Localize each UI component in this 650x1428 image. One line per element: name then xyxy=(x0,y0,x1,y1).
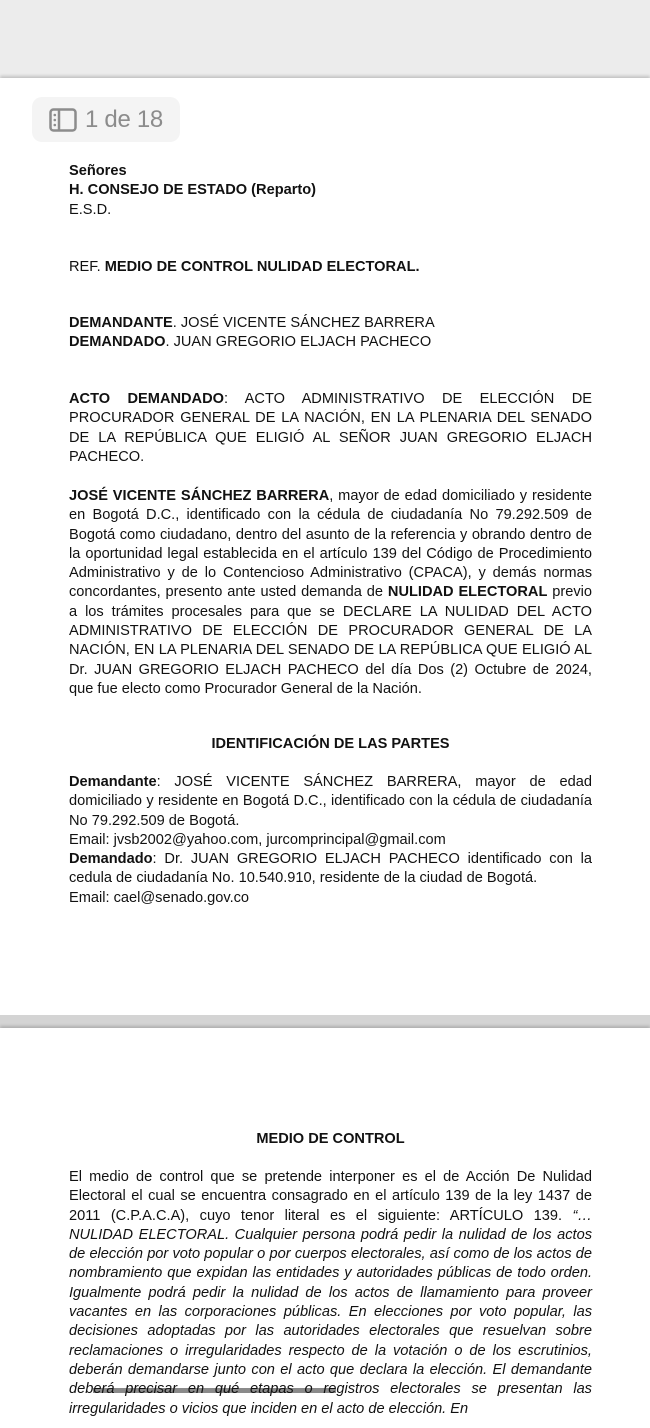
intro-text: previo a los trámites procesales para que se DECLARE LA NULIDAD DEL ACTO ADMINISTRATIVO DE ELECCIÓN DE PROCURADOR GENERAL DE LA NACIÓN, EN LA PLENARIA DEL SENADO DE LA REPÚBLICA QUE ELIGIÓ AL Dr. JUAN GREGORIO ELJACH PACHECO del día Dos (2) Octubre de 2024, que fue electo como Procurador General de la Nación. xyxy=(69,584,592,697)
highlighted-text: erá precisar en qué etapas o re xyxy=(93,1381,337,1398)
page-indicator-button[interactable] xyxy=(32,97,180,142)
sidebar-icon xyxy=(49,108,77,132)
paragraph-text: El medio de control que se pretende interponer es el de Acción De Nulidad Electoral el cual se encuentra consagrado en el artículo 139 de la ley 1437 de 2011 (C.P.A.C.A), cuyo tenor literal es el siguiente: ARTÍCULO 139. xyxy=(69,1169,592,1224)
parte1-email: Email: jvsb2002@yahoo.com, jurcomprincipal@gmail.com xyxy=(69,831,446,848)
intro-name: JOSÉ VICENTE SÁNCHEZ BARRERA xyxy=(69,488,330,504)
acto-demandado xyxy=(69,390,592,467)
parte1-text: : JOSÉ VICENTE SÁNCHEZ BARRERA, mayor de edad domiciliado y residente en Bogotá D.C., identificado con la cédula de ciudadanía No 79.292.509 de Bogotá. xyxy=(69,774,592,829)
demandante-text: . JOSÉ VICENTE SÁNCHEZ BARRERA xyxy=(172,315,435,331)
intro-paragraph xyxy=(69,487,592,699)
intro-text: , mayor de edad domiciliado y residente en Bogotá D.C., identificado con la cédula de ciudadanía No 79.292.509 de Bogotá como ciudadano, dentro del asunto de la referencia y obrando dentro de la oportunidad legal establecida en el artículo 139 del Código de Procedimiento Administrativo y de lo Contencioso Administrativo (CPACA), y demás normas concordantes, presento ante usted demanda de xyxy=(69,488,592,601)
addressee-line: E.S.D. xyxy=(69,201,112,218)
parte2-label: Demandado xyxy=(69,851,153,868)
demandado-text: . JUAN GREGORIO ELJACH PACHECO xyxy=(165,334,432,351)
page-indicator-text: 1 de 18 xyxy=(85,105,163,133)
page-separator xyxy=(0,1015,650,1028)
quoted-article: gistros electorales se presentan las irregularidades o vicios que inciden en el acto de elección. En xyxy=(69,1381,592,1417)
addressee xyxy=(69,162,592,220)
parte2-email: Email: cael@senado.gov.co xyxy=(69,889,250,906)
demandante-label: DEMANDANTE xyxy=(69,315,173,331)
ref-label: REF. xyxy=(69,259,101,275)
addressee-line: H. CONSEJO DE ESTADO (Reparto) xyxy=(69,182,317,199)
acto-label: ACTO DEMANDADO xyxy=(69,391,224,407)
parties xyxy=(69,314,592,353)
parte1-label: Demandante xyxy=(69,774,157,790)
acto-text: : ACTO ADMINISTRATIVO DE ELECCIÓN DE PROCURADOR GENERAL DE LA NACIÓN, EN LA PLENARIA DEL SENADO DE LA REPÚBLICA QUE ELIGIÓ AL SEÑOR JUAN GREGORIO ELJACH PACHECO. xyxy=(69,391,592,465)
parte2-text: : Dr. JUAN GREGORIO ELJACH PACHECO identificado con la cedula de ciudadanía No. 10.540.910, residente de la ciudad de Bogotá. xyxy=(69,851,592,887)
medio-control-paragraph xyxy=(69,1168,592,1417)
quoted-article: “…NULIDAD ELECTORAL. Cualquier persona podrá pedir la nulidad de los actos de elección por voto popular o por cuerpos electorales, así como de los actos de nombramiento que expidan las entidades y autoridades públicas de todo orden. Igualmente podrá pedir la nulidad de los actos de llamamiento para proveer vacantes en las corporaciones públicas. En elecciones por voto popular, las decisiones adoptadas por las autoridades electorales que resuelvan sobre reclamaciones o irregularidades respecto de la votación o de los escrutinios, deberán demandarse junto con el acto que declara la elección. El demandante deb xyxy=(69,1207,592,1398)
section-title: MEDIO DE CONTROL xyxy=(256,1131,405,1147)
demandado-label: DEMANDADO xyxy=(69,334,166,351)
section-title: IDENTIFICACIÓN DE LAS PARTES xyxy=(211,736,450,752)
ref-text: MEDIO DE CONTROL NULIDAD ELECTORAL. xyxy=(104,259,420,275)
viewer-toolbar xyxy=(0,0,650,76)
parties-identification xyxy=(69,773,592,908)
intro-bold: NULIDAD ELECTORAL xyxy=(387,584,548,601)
reference xyxy=(69,258,592,277)
addressee-line: Señores xyxy=(69,163,127,179)
